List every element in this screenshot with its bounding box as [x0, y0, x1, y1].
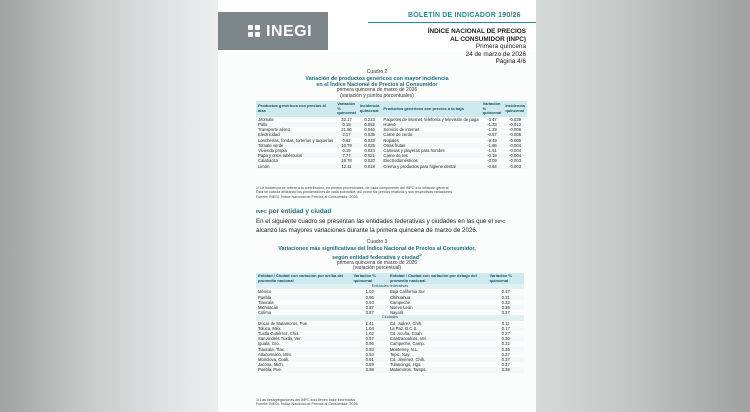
doc-title-line1: ÍNDICE NACIONAL DE PRECIOS — [427, 28, 526, 35]
place-cell: Iguala, Gro. — [258, 341, 280, 347]
value-cell: 0.021 — [364, 153, 375, 159]
table-row — [256, 164, 527, 169]
place-cell: Puebla — [258, 294, 272, 300]
cuadro2-source: Fuente: INEGI. Índice Nacional de Precios al Consumidor, 2026. — [256, 194, 359, 199]
cuadro2-note2: Ésta se calcula utilizando los ponderadores de cada subíndice, así como los precios relativos y sus respectivas variaciones. — [256, 190, 454, 195]
product-cell: Loncherías, fondas, torterías y taquerías — [258, 137, 334, 143]
cuadro2-header-cell: Incidencia quincenal — [358, 101, 382, 117]
value-cell: -0.19 — [487, 153, 497, 159]
cuadro2-units: (variación y puntos porcentuales) — [340, 92, 414, 99]
product-cell: Crema y productos para higiene dental — [383, 163, 456, 169]
value-cell: 32.17 — [341, 116, 352, 122]
value-cell: 0.37 — [501, 357, 510, 363]
value-cell: 1.02 — [365, 331, 374, 337]
value-cell: 0.17 — [501, 325, 510, 331]
value-cell: -1.29 — [487, 127, 497, 133]
value-cell: 0.37 — [501, 310, 510, 316]
place-cell: Tuxtla Gutiérrez, Chis. — [258, 331, 300, 337]
doc-title-line2: AL CONSUMIDOR (INPC) — [450, 35, 526, 43]
para-part-a: En el siguiente cuadro se presentan las entidades federativas y ciudades en las que el — [256, 218, 495, 225]
value-cell: -9.49 — [487, 137, 497, 143]
place-cell: Chihuahua — [389, 294, 411, 300]
product-cell: Electrodomésticos — [383, 158, 418, 164]
value-cell: -1.51 — [487, 148, 497, 153]
product-cell: Nopales — [383, 137, 399, 143]
value-cell: 0.88 — [365, 367, 374, 373]
cuadro2-header-row — [256, 101, 527, 117]
value-cell: 0.93 — [365, 346, 374, 352]
value-cell: 0.37 — [501, 351, 510, 357]
cuadro2-title2: en el Índice Nacional de Precios al Consumidor — [316, 81, 438, 88]
value-cell: 0.91 — [365, 357, 374, 363]
place-cell: México — [258, 289, 272, 295]
bulletin-rule — [368, 22, 536, 23]
value-cell: -0.003 — [509, 163, 522, 169]
inegi-logo-icon — [248, 25, 261, 38]
value-cell: 7.77 — [342, 153, 351, 159]
place-cell: Tlaxcala — [258, 299, 274, 305]
value-cell: -0.005 — [509, 132, 522, 138]
value-cell: 0.87 — [365, 305, 374, 310]
cuadro3-body — [256, 284, 524, 372]
value-cell: 0.38 — [501, 367, 510, 373]
cuadro2-header-cell: Productos genéricos con precios al alza — [256, 101, 335, 117]
place-cell: Colima — [258, 310, 272, 316]
place-cell: Jacona, Mich. — [258, 362, 284, 368]
cuadro2-number: Cuadro 2 — [366, 69, 388, 75]
value-cell: 16.78 — [341, 158, 352, 164]
value-cell: 0.97 — [365, 336, 374, 342]
value-cell: -0.039 — [509, 116, 522, 122]
place-cell: Campeche — [389, 299, 411, 305]
value-cell: -0.09 — [487, 158, 497, 164]
cuadro3-header-cell: Variación % quincenal — [351, 273, 387, 284]
value-cell: 0.024 — [364, 148, 375, 153]
place-cell: Cd. Juárez, Chih. — [389, 320, 423, 326]
product-cell: Electricidad — [258, 132, 280, 138]
place-cell: Atlacomulco, Méx. — [258, 351, 293, 357]
product-cell: Pollo — [258, 121, 268, 127]
value-cell: 0.27 — [501, 331, 510, 337]
value-cell: 0.18 — [342, 121, 351, 127]
value-cell: -0.012 — [509, 121, 522, 127]
cuadro3-number: Cuadro 3 — [366, 239, 388, 245]
product-cell: Huevo — [383, 121, 396, 127]
product-cell: Paquetes de internet, telefonía y televisión de paga — [383, 116, 479, 122]
place-cell: Baja California Sur — [389, 289, 425, 295]
document-info — [428, 28, 526, 66]
cuadro3-title2: según entidad federativa y ciudad — [332, 254, 420, 261]
value-cell: 0.36 — [501, 305, 510, 310]
place-cell: Puebla, Pue. — [258, 367, 282, 373]
cuadro2-table — [256, 101, 527, 169]
cuadro2-header-cell: Variación % quincenal — [337, 101, 356, 116]
product-cell: Limón — [258, 163, 270, 169]
product-cell: Carne de res — [383, 153, 408, 159]
cuadro3-header-cell: Variación % quincenal — [488, 273, 525, 284]
value-cell: 0.96 — [365, 294, 374, 300]
cuadro2-header-cell: Variación % quincenal — [482, 101, 502, 116]
section-heading-text: por entidad y ciudad — [266, 208, 332, 215]
section-paragraph — [256, 217, 524, 235]
cuadro3-subtitle: primera quincena de marzo de 2026 — [336, 259, 418, 266]
section-heading — [256, 208, 331, 215]
value-cell: -0.005 — [509, 137, 522, 143]
value-cell: 0.033 — [364, 137, 375, 143]
place-cell: Tepic, Nay. — [389, 351, 411, 357]
value-cell: 1.41 — [365, 320, 374, 326]
value-cell: -0.003 — [509, 158, 522, 164]
value-cell: 0.19 — [342, 148, 351, 153]
product-cell: Tomate verde — [258, 142, 284, 148]
doc-period: Primera quincena — [475, 43, 526, 51]
value-cell: 0.93 — [365, 299, 374, 305]
cuadro2-caption — [218, 70, 536, 99]
value-cell: -3.47 — [487, 116, 497, 122]
cuadro3-source: Fuente: INEGI. Índice Nacional de Precios al Consumidor, 2026. — [256, 402, 359, 407]
product-cell: Carne de cerdo — [383, 132, 413, 138]
place-cell: Matamoros, Tamps. — [389, 367, 427, 373]
group-label: Ciudades — [256, 315, 524, 320]
value-cell: 2.17 — [342, 132, 351, 138]
group-label: Entidades federativas — [256, 284, 524, 289]
cuadro3-units: (variación porcentual) — [352, 265, 402, 272]
place-cell: La Paz, B.C.S. — [389, 325, 418, 331]
value-cell: -0.64 — [487, 163, 497, 169]
cuadro2-header-cell: Incidencia quincenal — [503, 101, 527, 117]
value-cell: 0.37 — [501, 362, 510, 368]
product-cell: Otras frutas — [383, 142, 406, 148]
value-cell: 0.62 — [342, 137, 351, 143]
value-cell: 0.96 — [365, 341, 374, 347]
product-cell: Calabacita — [258, 158, 278, 164]
product-cell: Camisas y playeras para hombre — [383, 148, 445, 153]
product-cell: Servicio de internet — [383, 127, 420, 133]
place-cell: Cd. Acuña, Coah. — [389, 331, 423, 337]
value-cell: -0.004 — [509, 148, 522, 153]
cuadro3-notes — [256, 398, 524, 407]
document-page — [218, 0, 536, 412]
value-cell: 0.046 — [364, 127, 375, 133]
para-part-b: alcanzó las mayores variaciones durante la primera quincena de marzo de 2026. — [256, 227, 478, 234]
doc-date: 24 de marzo de 2026 — [465, 50, 526, 58]
value-cell: 0.93 — [365, 351, 374, 357]
value-cell: 10.79 — [341, 142, 352, 148]
cuadro2-header-cell: Productos genéricos con precios a la baja — [381, 101, 480, 117]
product-cell: Transporte aéreo — [258, 127, 290, 133]
value-cell: -0.004 — [509, 142, 522, 148]
cuadro3-title-sup: 1/ — [419, 252, 422, 257]
value-cell: 0.035 — [364, 132, 375, 138]
value-cell: 0.11 — [501, 320, 510, 326]
place-cell: Monterrey, N.L. — [389, 346, 419, 352]
cuadro2-title1: Variación de productos genéricos con mayor incidencia — [305, 75, 449, 82]
cuadro3-title1: Variaciones más significativas del Índice Nacional de Precios al Consumidor, — [278, 245, 476, 252]
value-cell: -1.33 — [487, 121, 497, 127]
doc-page: Página 4/6 — [495, 58, 526, 66]
value-cell: 0.025 — [364, 142, 375, 148]
value-cell: 0.30 — [501, 336, 510, 342]
value-cell: 1.02 — [365, 289, 374, 295]
value-cell: -0.006 — [509, 127, 522, 133]
value-cell: 21.86 — [341, 127, 352, 133]
place-cell: Coatzacoalcos, Ver. — [389, 336, 427, 342]
place-cell: Nuevo León — [389, 305, 413, 310]
section-heading-inpc: INPC — [256, 209, 267, 214]
place-cell: San Andrés Tuxtla, Ver. — [258, 336, 302, 342]
value-cell: 0.018 — [364, 163, 375, 169]
cuadro3-note1: 1/ Las desagregaciones del INPC solo tienen valor informativo. — [256, 398, 357, 402]
product-cell: Jitomate — [258, 116, 274, 122]
cuadro3-header-cell: Entidad / Ciudad con variación por debajo del promedio nacional — [388, 273, 488, 284]
cuadro2-body — [256, 117, 527, 169]
value-cell: -0.57 — [487, 132, 497, 138]
value-cell: 0.89 — [365, 362, 374, 368]
cuadro3-header-cell: Entidad / Ciudad con variación por arriba del promedio nacional — [256, 273, 351, 284]
cuadro3-header-row — [256, 273, 524, 284]
place-cell: Nayarit — [389, 310, 404, 316]
value-cell: 0.17 — [501, 289, 510, 295]
place-cell: Tlaxcala, Tlax. — [258, 346, 285, 352]
place-cell: Cd. Jiménez, Chih. — [389, 357, 426, 363]
value-cell: 0.223 — [364, 116, 375, 122]
value-cell: 12.11 — [341, 163, 352, 169]
value-cell: 0.87 — [365, 310, 374, 316]
value-cell: 0.32 — [501, 299, 510, 305]
para-inpc: INPC — [494, 219, 506, 224]
bulletin-label: BOLETÍN DE INDICADOR 190/26 — [408, 12, 521, 19]
place-cell: Monclova, Coah. — [258, 357, 290, 363]
cuadro3-caption — [218, 240, 536, 272]
value-cell: 0.052 — [364, 121, 375, 127]
cuadro2-note1: 1/ La incidencia se refiere a la contribución, en puntos porcentuales, de cada componente del INPC a la inflación general. — [256, 186, 450, 190]
product-cell: Vivienda propia — [258, 148, 287, 153]
value-cell: 0.32 — [501, 341, 510, 347]
cuadro2-notes — [256, 186, 524, 199]
place-cell: Campeche, Camp. — [389, 341, 425, 347]
place-cell: Michoacán — [258, 305, 279, 310]
table-row — [256, 367, 524, 372]
value-cell: 0.31 — [501, 294, 510, 300]
place-cell: Tulancingo, Hgo. — [389, 362, 422, 368]
value-cell: -1.86 — [487, 142, 497, 148]
place-cell: Izúcar de Matamoros, Pue. — [258, 320, 309, 326]
cuadro3-table — [256, 273, 524, 373]
value-cell: 1.04 — [365, 325, 374, 331]
inegi-logo-text: INEGI — [266, 23, 313, 40]
value-cell: 0.020 — [364, 158, 375, 164]
place-cell: Toluca, Méx. — [258, 325, 282, 331]
cuadro2-subtitle: primera quincena de marzo de 2026 — [336, 86, 418, 93]
product-cell: Papa y otros tubérculos — [258, 153, 302, 159]
value-cell: 0.36 — [501, 346, 510, 352]
value-cell: -0.004 — [509, 153, 522, 159]
